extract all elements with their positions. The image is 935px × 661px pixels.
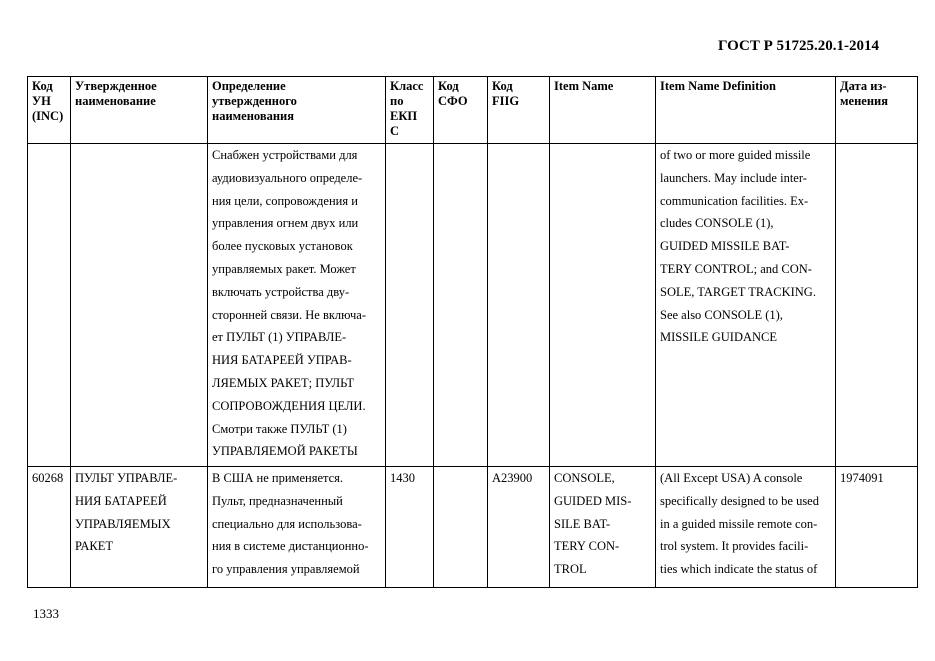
cell-date: 1974091 (836, 467, 918, 588)
cell-sfo (434, 467, 488, 588)
table-row (28, 144, 918, 467)
cell-item-name (550, 144, 656, 467)
header-sfo: Код СФО (434, 77, 488, 144)
registry-table (27, 76, 918, 588)
cell-class: 1430 (386, 467, 434, 588)
cell-definition: Снабжен устройствами для аудиовизуального определе- ния цели, сопровождения и управления огнем двух или более пусковых установок управляемых ракет. Может включать устройства дву- сторонней связи. Не включа- ет ПУЛЬТ (1) УПРАВЛЕ- НИЯ БАТАРЕЕЙ УПРАВ- ЛЯЕМЫХ РАКЕТ; ПУЛЬТ СОПРОВОЖДЕНИЯ ЦЕЛИ. Смотри также ПУЛЬТ (1) УПРАВЛЯЕМОЙ РАКЕТЫ (208, 144, 386, 467)
table-row (28, 467, 918, 588)
cell-date (836, 144, 918, 467)
cell-code: 60268 (28, 467, 71, 588)
header-fiig: Код FIIG (488, 77, 550, 144)
cell-item-definition: (All Except USA) A console specifically designed to be used in a guided missile remote con- trol system. It provides facili- ties which indicate the status of (656, 467, 836, 588)
header-date: Дата из- менения (836, 77, 918, 144)
cell-fiig (488, 144, 550, 467)
document-title: ГОСТ Р 51725.20.1-2014 (718, 38, 880, 54)
cell-definition: В США не применяется. Пульт, предназначенный специально для использова- ния в системе дистанционно- го управления управляемой (208, 467, 386, 588)
cell-name (71, 144, 208, 467)
cell-name: ПУЛЬТ УПРАВЛЕ- НИЯ БАТАРЕЕЙ УПРАВЛЯЕМЫХ РАКЕТ (71, 467, 208, 588)
cell-code (28, 144, 71, 467)
cell-item-name: CONSOLE, GUIDED MIS- SILE BAT- TERY CON- TROL (550, 467, 656, 588)
header-approved-name: Утвержденное наименование (71, 77, 208, 144)
cell-item-definition: of two or more guided missile launchers. May include inter- communication facilities. Ex- cludes CONSOLE (1), GUIDED MISSILE BAT- TERY CONTROL; and CON- SOLE, TARGET TRACKING. See also CONSOLE (1), MISSILE GUIDANCE (656, 144, 836, 467)
header-class: Класс по ЕКП С (386, 77, 434, 144)
cell-class (386, 144, 434, 467)
header-item-name: Item Name (550, 77, 656, 144)
cell-sfo (434, 144, 488, 467)
header-item-name-definition: Item Name Definition (656, 77, 836, 144)
page-number: 1333 (33, 606, 59, 621)
header-definition: Определение утвержденного наименования (208, 77, 386, 144)
cell-fiig: A23900 (488, 467, 550, 588)
header-row (28, 77, 918, 144)
header-code-inc: Код УН (INC) (28, 77, 71, 144)
